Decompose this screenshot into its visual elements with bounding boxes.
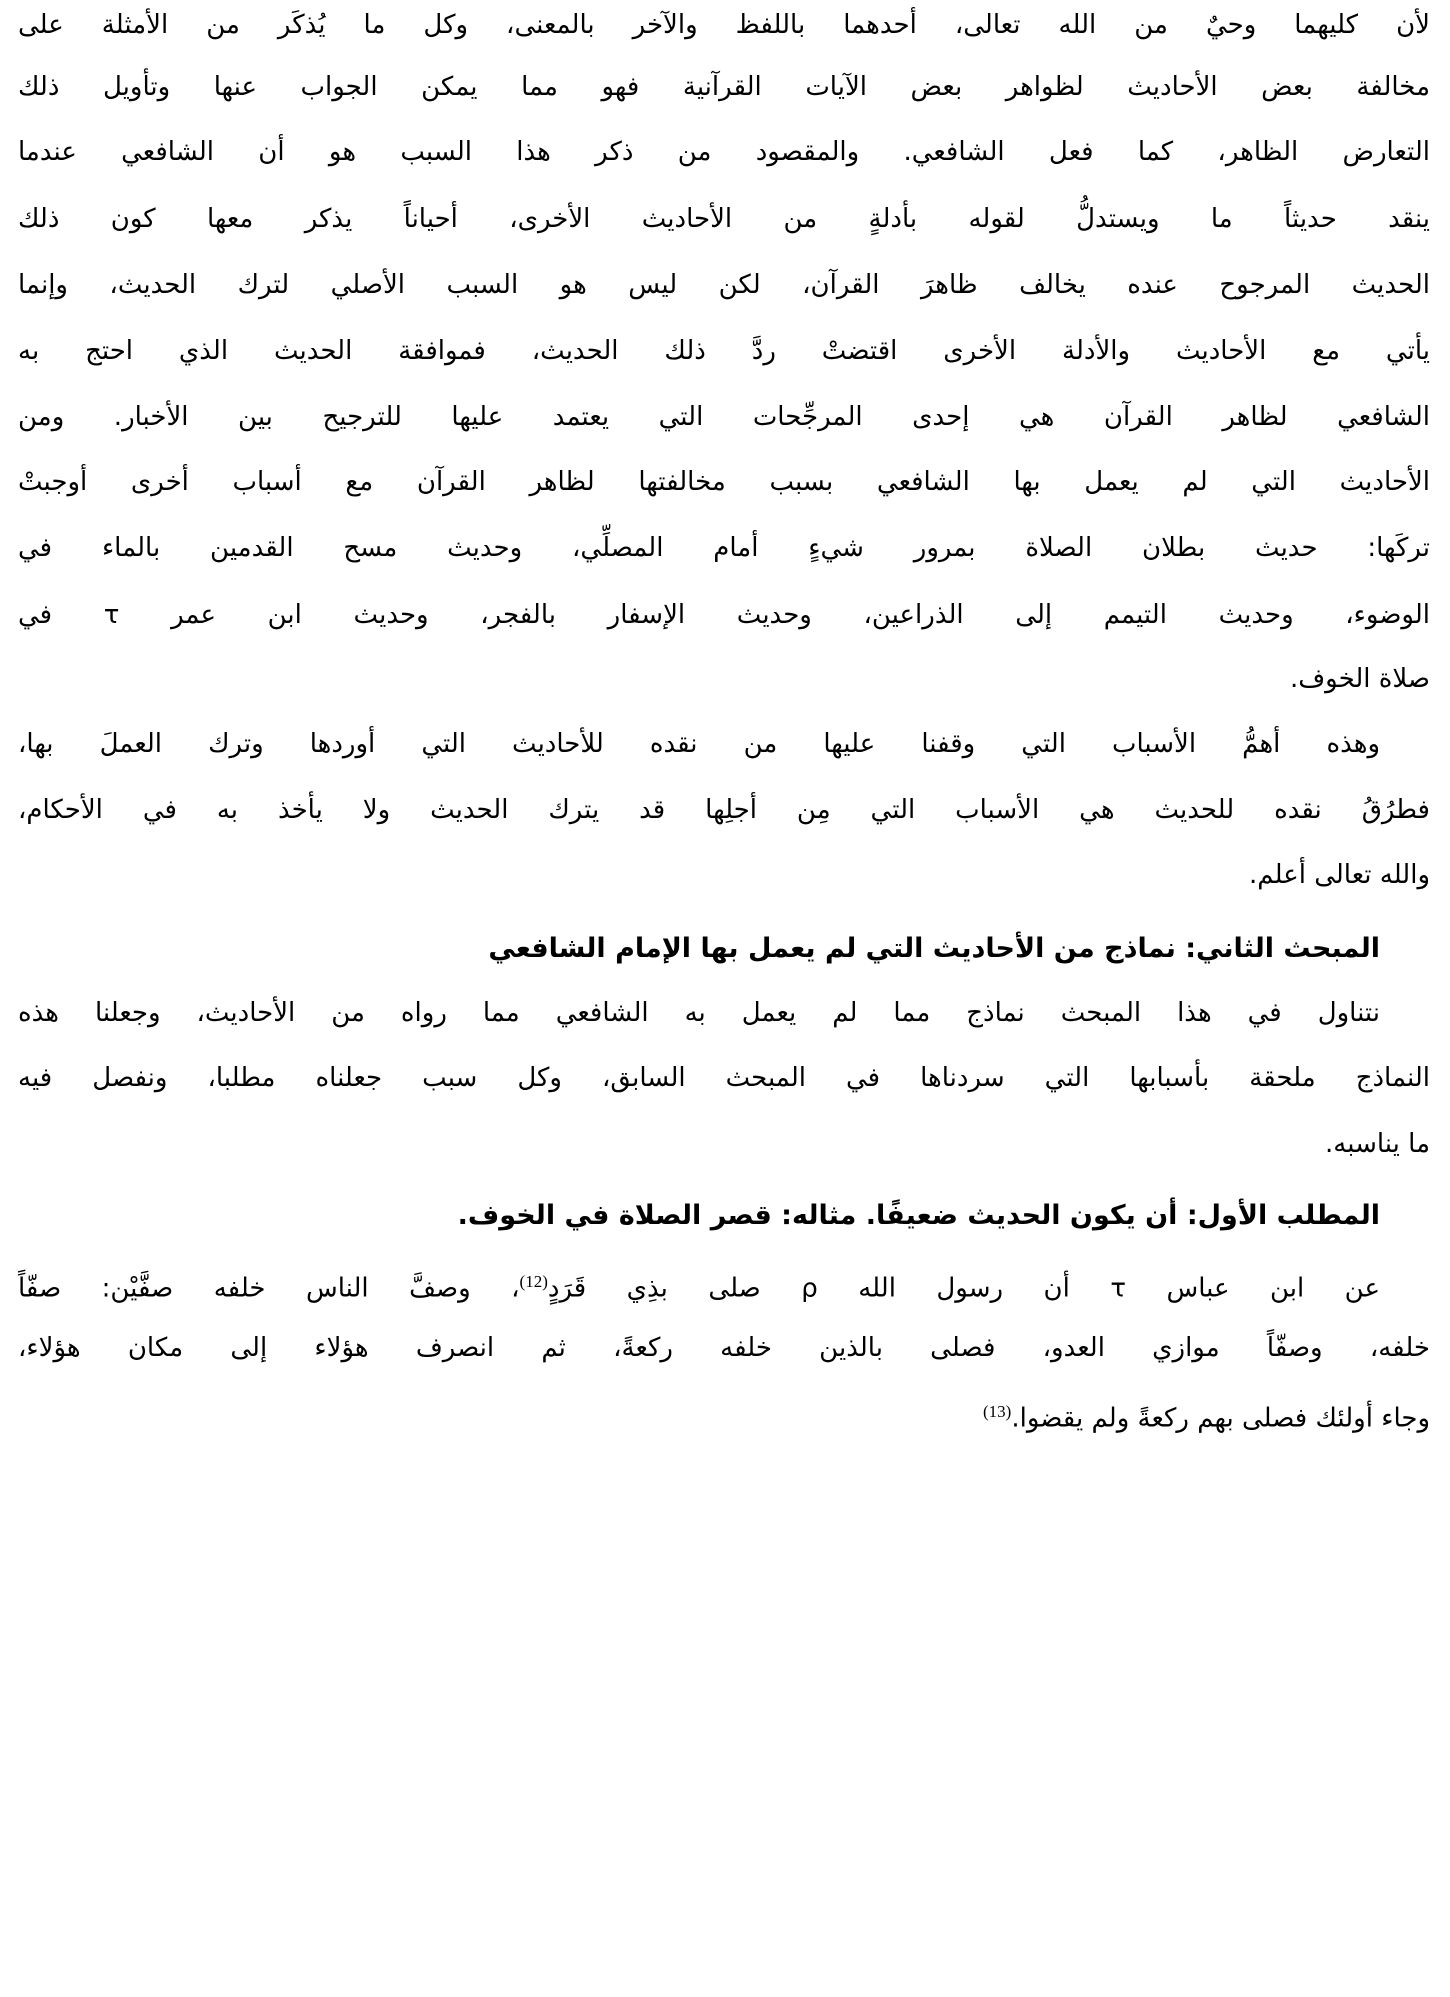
- body-line: لأن كليهما وحيٌ من الله تعالى، أحدهما باللفظ والآخر بالمعنى، وكل ما يُذكَر من الأمثلة على: [18, 10, 1430, 40]
- body-line: ما يناسبه.: [1325, 1129, 1430, 1159]
- subsection-heading: المطلب الأول: أن يكون الحديث ضعيفًا. مثاله: قصر الصلاة في الخوف.: [457, 1200, 1380, 1231]
- body-line: خلفه، وصفّاً موازي العدو، فصلى بالذين خلفه ركعةً، ثم انصرف هؤلاء إلى مكان هؤلاء،: [18, 1333, 1430, 1363]
- body-line: الحديث المرجوح عنده يخالف ظاهرَ القرآن، لكن ليس هو السبب الأصلي لترك الحديث، وإنما: [18, 270, 1430, 300]
- section-heading: المبحث الثاني: نماذج من الأحاديث التي لم يعمل بها الإمام الشافعي: [488, 933, 1380, 964]
- body-line: ينقد حديثاً ما ويستدلُّ لقوله بأدلةٍ من الأحاديث الأخرى، أحياناً يذكر معها كون ذلك: [18, 204, 1430, 234]
- body-line: نتناول في هذا المبحث نماذج مما لم يعمل به الشافعي مما رواه من الأحاديث، وجعلنا هذه: [18, 998, 1380, 1028]
- body-line: الأحاديث التي لم يعمل بها الشافعي بسبب مخالفتها لظاهر القرآن مع أسباب أخرى أوجبتْ: [18, 467, 1430, 497]
- body-line: [18, 1257, 1380, 1307]
- hadith-text-cont: ، وصفَّ الناس خلفه صفَّيْن: صفّاً: [18, 1273, 520, 1304]
- hadith-text-start: عن ابن عباس τ أن رسول الله ρ صلى بذِي قَرَدٍ: [547, 1273, 1380, 1304]
- body-line: والله تعالى أعلم.: [1249, 860, 1430, 890]
- body-line: فطرُقُ نقده للحديث هي الأسباب التي مِن أجلِها قد يترك الحديث ولا يأخذ به في الأحكام،: [18, 795, 1430, 825]
- hadith-text-end: وجاء أولئك فصلى بهم ركعةً ولم يقضوا.: [1011, 1403, 1430, 1434]
- body-line: النماذج ملحقة بأسبابها التي سردناها في المبحث السابق، وكل سبب جعلناه مطلبا، ونفصل فيه: [18, 1063, 1430, 1093]
- body-line: التعارض الظاهر، كما فعل الشافعي. والمقصود من ذكر هذا السبب هو أن الشافعي عندما: [18, 137, 1430, 167]
- body-line: يأتي مع الأحاديث والأدلة الأخرى اقتضتْ ردَّ ذلك الحديث، فموافقة الحديث الذي احتج به: [18, 336, 1430, 366]
- footnote-ref-12[interactable]: (12): [519, 1272, 548, 1291]
- body-line: تركَها: حديث بطلان الصلاة بمرور شيءٍ أمام المصلِّي، وحديث مسح القدمين بالماء في: [18, 533, 1430, 563]
- body-line: وهذه أهمُّ الأسباب التي وقفنا عليها من نقده للأحاديث التي أوردها وترك العملَ بها،: [18, 729, 1380, 759]
- body-line: [18, 1387, 1430, 1437]
- body-line: الوضوء، وحديث التيمم إلى الذراعين، وحديث الإسفار بالفجر، وحديث ابن عمر τ في: [18, 600, 1430, 630]
- body-line: الشافعي لظاهر القرآن هي إحدى المرجِّحات التي يعتمد عليها للترجيح بين الأخبار. ومن: [18, 402, 1430, 432]
- footnote-ref-13[interactable]: (13): [983, 1402, 1012, 1421]
- body-line: مخالفة بعض الأحاديث لظواهر بعض الآيات القرآنية فهو مما يمكن الجواب عنها وتأويل ذلك: [18, 72, 1430, 102]
- body-line: صلاة الخوف.: [1289, 664, 1430, 694]
